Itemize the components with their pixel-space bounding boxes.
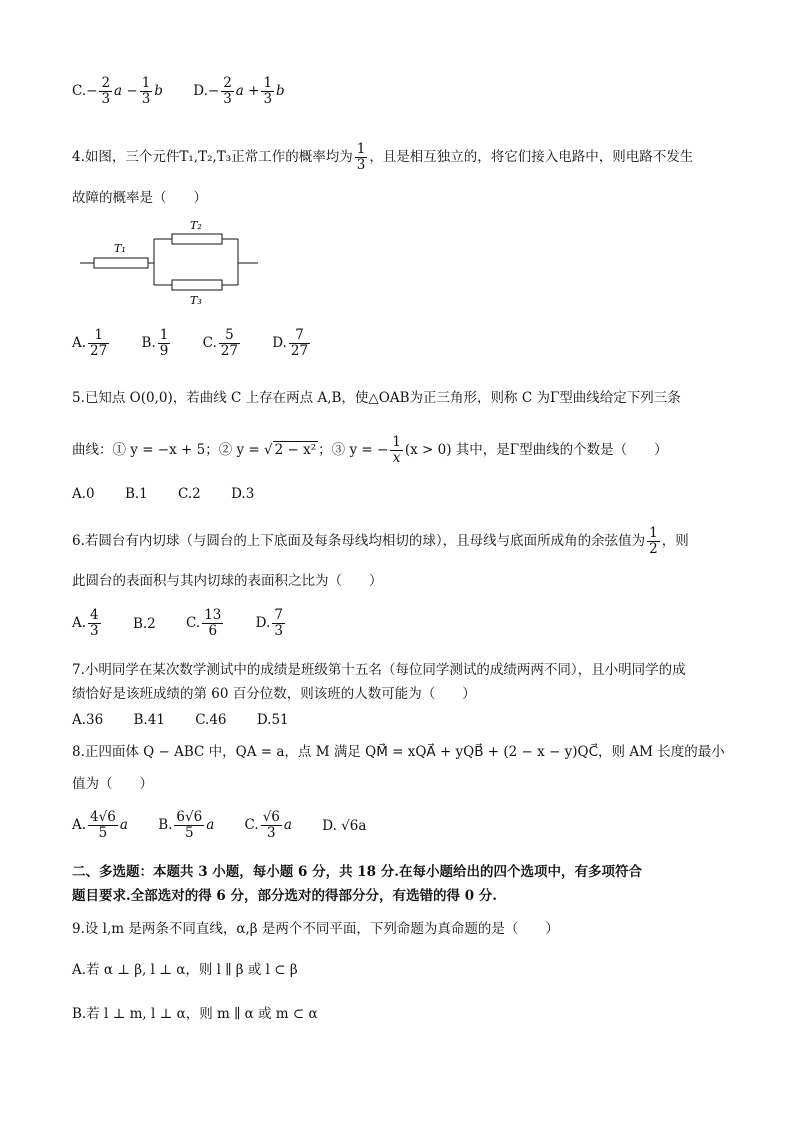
- q6-option-d: D. $\frac{7}{3}$: [255, 607, 283, 639]
- q8-stem-line2: 值为（ ）: [72, 776, 153, 792]
- q9-stem: 9.设 l,m 是两条不同直线，α,β 是两个不同平面，下列命题为真命题的是（ ）: [72, 921, 559, 937]
- q3-option-d: D.− $\frac{2}{3}$ a + $\frac{1}{3}$ b: [193, 75, 285, 107]
- section2-heading-line2: 题目要求.全部选对的得 6 分，部分选对的得部分分，有选错的得 0 分.: [72, 888, 497, 904]
- q7-option-d: D.51: [256, 711, 289, 728]
- q3-option-c: C.− $\frac{2}{3}$ a − $\frac{1}{3}$ b: [72, 75, 163, 107]
- q4-option-c: C. $\frac{5}{27}$: [202, 327, 238, 359]
- q6-stem-line2: 此圆台的表面积与其内切球的表面积之比为（ ）: [72, 573, 383, 589]
- t2-resistor: [172, 234, 222, 244]
- t1-resistor: [94, 258, 148, 268]
- q6-option-a: A. $\frac{4}{3}$: [72, 607, 99, 639]
- q7-stem-line2: 绩恰好是该班成绩的第 60 百分位数，则该班的人数可能为（ ）: [72, 686, 476, 702]
- q4-option-b: B. $\frac{1}{9}$: [141, 327, 169, 359]
- q4-option-a: A. $\frac{1}{27}$: [72, 327, 108, 359]
- q7-option-b: B.41: [133, 711, 165, 728]
- section2-heading-line1: 二、多选题：本题共 3 小题，每小题 6 分，共 18 分.在每小题给出的四个选项中，有多项符合: [72, 864, 642, 880]
- t3-label: T₃: [190, 294, 202, 307]
- q9-option-b: B.若 l ⊥ m, l ⊥ α，则 m ∥ α 或 m ⊂ α: [72, 1006, 318, 1022]
- q8-options: [72, 810, 392, 841]
- q8-option-a: A. $\frac{4√6}{5}$ a: [72, 809, 128, 841]
- q8-option-c: C. $\frac{√6}{3}$ a: [244, 809, 292, 841]
- q5-option-b: B.1: [124, 485, 148, 502]
- q7-option-c: C.46: [195, 711, 227, 728]
- q7-stem-line1: 7.小明同学在某次数学测试中的成绩是班级第十五名（每位同学测试的成绩两两不同），且小明同学的成: [72, 662, 686, 678]
- q8-option-b: B. $\frac{6√6}{5}$ a: [158, 809, 215, 841]
- q4-options: [72, 328, 338, 359]
- q5-option-a: A.0: [72, 485, 95, 502]
- q3-options: [72, 76, 311, 107]
- q5-stem-line1: 5.已知点 O(0,0)，若曲线 C 上存在两点 A,B，使△OAB为正三角形，则称 C 为Γ型曲线给定下列三条: [72, 390, 681, 406]
- q5-stem-line2: 曲线：① y = −x + 5；② y = √ 2 − x² ；③ y = − $\frac{1}{x}$ (x > 0) 其中，是Γ型曲线的个数是（ ）: [72, 434, 668, 466]
- q5-option-c: C.2: [178, 485, 201, 502]
- q7-options: [72, 709, 315, 730]
- q6-options: [72, 608, 313, 639]
- q6-option-c: C. $\frac{13}{6}$: [186, 607, 222, 639]
- q8-option-d: D. √6a: [322, 817, 367, 834]
- q6-stem-line1: 6.若圆台有内切球（与圆台的上下底面及每条母线均相切的球），且母线与底面所成角的余弦值为 $\frac{1}{2}$ ，则: [72, 525, 689, 557]
- q4-stem-line2: 故障的概率是（ ）: [72, 190, 207, 206]
- q9-option-a: A.若 α ⊥ β, l ⊥ α，则 l ∥ β 或 l ⊂ β: [72, 962, 298, 978]
- t1-label: T₁: [114, 242, 126, 255]
- q4-option-d: D. $\frac{7}{27}$: [272, 327, 309, 359]
- t3-resistor: [172, 280, 222, 290]
- q6-option-b: B.2: [132, 615, 156, 632]
- q8-stem-line1: 8.正四面体 Q − ABC 中，QA = a，点 M 满足 QM⃗ = xQA⃗ + yQB⃗ + (2 − x − y)QC⃗，则 AM 长度的最小: [72, 744, 725, 760]
- q5-options: [72, 483, 280, 504]
- t2-label: T₂: [190, 219, 202, 232]
- q4-stem-line1: 4.如图，三个元件T₁,T₂,T₃正常工作的概率均为 $\frac{1}{3}$ ，且是相互独立的，将它们接入电路中，则电路不发生: [72, 141, 694, 173]
- circuit-diagram: [72, 212, 272, 307]
- q7-option-a: A.36: [72, 711, 104, 728]
- q5-option-d: D.3: [231, 485, 255, 502]
